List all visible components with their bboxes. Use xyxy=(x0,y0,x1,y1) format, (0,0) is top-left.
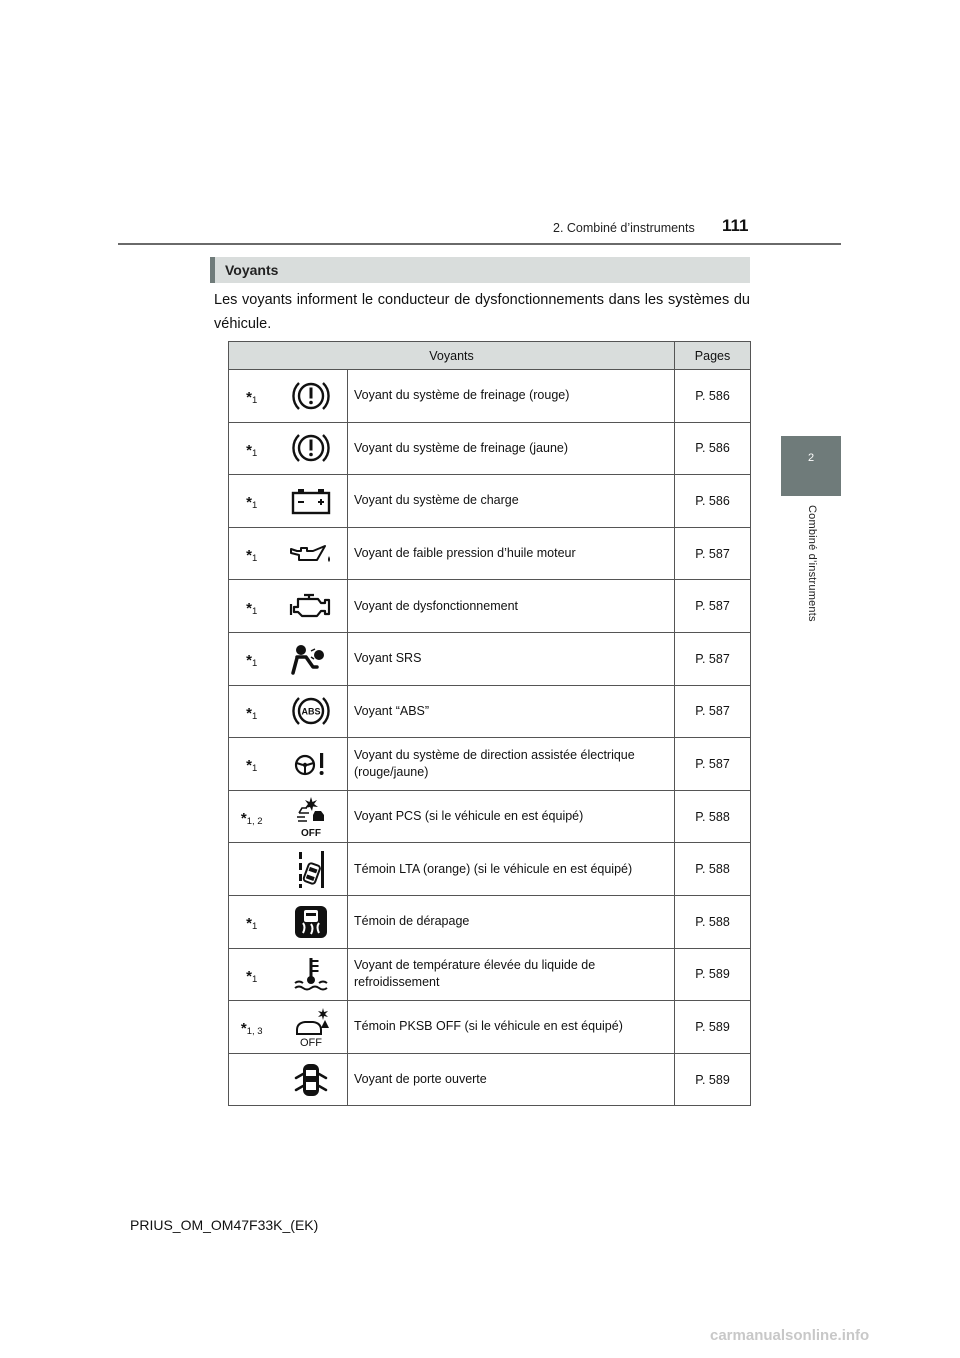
lamp-description: Voyant du système de charge xyxy=(348,475,675,528)
header-divider xyxy=(118,243,841,245)
table-row xyxy=(229,475,751,528)
warning-lights-table xyxy=(228,341,751,1106)
lamp-description: Témoin de dérapage xyxy=(348,895,675,948)
icon-cell xyxy=(275,475,348,528)
page-reference: P. 589 xyxy=(675,1053,751,1106)
pksb-off-label: OFF xyxy=(299,1036,322,1048)
page-reference: P. 586 xyxy=(675,370,751,423)
pksb-off-icon xyxy=(291,1006,331,1048)
coolant-temp-icon xyxy=(291,955,331,993)
footnote-ref: $*_{1, 2}$ xyxy=(229,790,275,843)
header-pages: Pages xyxy=(675,342,751,370)
abs-icon xyxy=(291,693,331,729)
icon-cell xyxy=(275,895,348,948)
header-chapter: 2. Combiné d’instruments xyxy=(553,221,695,235)
lta-icon xyxy=(293,849,329,889)
page-reference: P. 589 xyxy=(675,948,751,1001)
icon-cell xyxy=(275,685,348,738)
table-row xyxy=(229,948,751,1001)
icon-cell xyxy=(275,1053,348,1106)
section-title xyxy=(210,257,750,283)
chapter-tab xyxy=(781,436,841,496)
table-row xyxy=(229,370,751,423)
table-row xyxy=(229,895,751,948)
page-reference: P. 587 xyxy=(675,527,751,580)
oil-can-icon xyxy=(287,540,335,568)
lamp-description: Voyant SRS xyxy=(348,632,675,685)
engine-icon xyxy=(288,590,334,622)
icon-cell xyxy=(275,948,348,1001)
table-row xyxy=(229,738,751,791)
footnote-ref: $*_1$ xyxy=(229,580,275,633)
icon-cell xyxy=(275,843,348,896)
icon-cell xyxy=(275,527,348,580)
table-row xyxy=(229,685,751,738)
footnote-ref: $*_1$ xyxy=(229,685,275,738)
section-title-text: Voyants xyxy=(225,262,279,278)
skid-icon xyxy=(294,905,328,939)
table-row xyxy=(229,580,751,633)
page-reference: P. 586 xyxy=(675,422,751,475)
steering-warning-icon xyxy=(291,748,331,780)
page-reference: P. 587 xyxy=(675,738,751,791)
page-reference: P. 587 xyxy=(675,580,751,633)
watermark: carmanualsonline.info xyxy=(710,1327,870,1344)
lamp-description: Témoin LTA (orange) (si le véhicule en est équipé) xyxy=(348,843,675,896)
table-row xyxy=(229,632,751,685)
icon-cell xyxy=(275,580,348,633)
footnote-ref xyxy=(229,1053,275,1106)
lamp-description: Voyant “ABS” xyxy=(348,685,675,738)
icon-cell xyxy=(275,738,348,791)
table-row xyxy=(229,843,751,896)
footnote-ref: $*_1$ xyxy=(229,895,275,948)
icon-cell xyxy=(275,422,348,475)
lamp-description: Voyant du système de freinage (rouge) xyxy=(348,370,675,423)
page-reference: P. 589 xyxy=(675,1001,751,1054)
pcs-off-label: OFF xyxy=(300,827,321,839)
section-title-bar xyxy=(210,257,215,283)
lamp-description: Voyant du système de direction assistée électrique (rouge/jaune) xyxy=(348,738,675,791)
footnote-ref: $*_1$ xyxy=(229,948,275,1001)
table-row xyxy=(229,790,751,843)
header-lamps: Voyants xyxy=(229,342,675,370)
footnote-ref: $*_1$ xyxy=(229,422,275,475)
page-reference: P. 588 xyxy=(675,790,751,843)
page-reference: P. 588 xyxy=(675,843,751,896)
airbag-icon xyxy=(289,641,333,677)
lamp-description: Voyant de porte ouverte xyxy=(348,1053,675,1106)
brake-warning-icon xyxy=(291,378,331,414)
footnote-ref: $*_1$ xyxy=(229,475,275,528)
footnote-ref: $*_1$ xyxy=(229,738,275,791)
abs-icon-label: ABS xyxy=(301,706,321,717)
table-row xyxy=(229,1001,751,1054)
page-reference: P. 587 xyxy=(675,685,751,738)
page-reference: P. 587 xyxy=(675,632,751,685)
chapter-tab-label: Combiné d’instruments xyxy=(806,505,818,622)
table-row xyxy=(229,527,751,580)
footer-model-code: PRIUS_OM_OM47F33K_(EK) xyxy=(130,1217,319,1233)
icon-cell xyxy=(275,632,348,685)
door-open-icon xyxy=(293,1060,329,1100)
footnote-ref: $*_{1, 3}$ xyxy=(229,1001,275,1054)
footnote-ref: $*_1$ xyxy=(229,527,275,580)
lamp-description: Voyant de faible pression d’huile moteur xyxy=(348,527,675,580)
pcs-off-icon xyxy=(291,795,331,839)
lamp-description: Voyant de température élevée du liquide de refroidissement xyxy=(348,948,675,1001)
footnote-ref: $*_1$ xyxy=(229,632,275,685)
lamp-description: Voyant du système de freinage (jaune) xyxy=(348,422,675,475)
lamp-description: Voyant PCS (si le véhicule en est équipé) xyxy=(348,790,675,843)
table-header-row xyxy=(229,342,751,370)
page-reference: P. 586 xyxy=(675,475,751,528)
table-row xyxy=(229,1053,751,1106)
chapter-tab-number: 2 xyxy=(807,452,815,464)
lamp-description: Témoin PKSB OFF (si le véhicule en est équipé) xyxy=(348,1001,675,1054)
intro-paragraph: Les voyants informent le conducteur de dysfonctionnements dans les systèmes du véhicule. xyxy=(214,292,750,332)
table-row xyxy=(229,422,751,475)
footnote-ref: $*_1$ xyxy=(229,370,275,423)
page-number: 111 xyxy=(722,216,749,235)
icon-cell xyxy=(275,370,348,423)
icon-cell xyxy=(275,1001,348,1054)
lamp-description: Voyant de dysfonctionnement xyxy=(348,580,675,633)
battery-icon xyxy=(289,486,333,516)
brake-warning-icon xyxy=(291,430,331,466)
icon-cell xyxy=(275,790,348,843)
page-reference: P. 588 xyxy=(675,895,751,948)
footnote-ref xyxy=(229,843,275,896)
